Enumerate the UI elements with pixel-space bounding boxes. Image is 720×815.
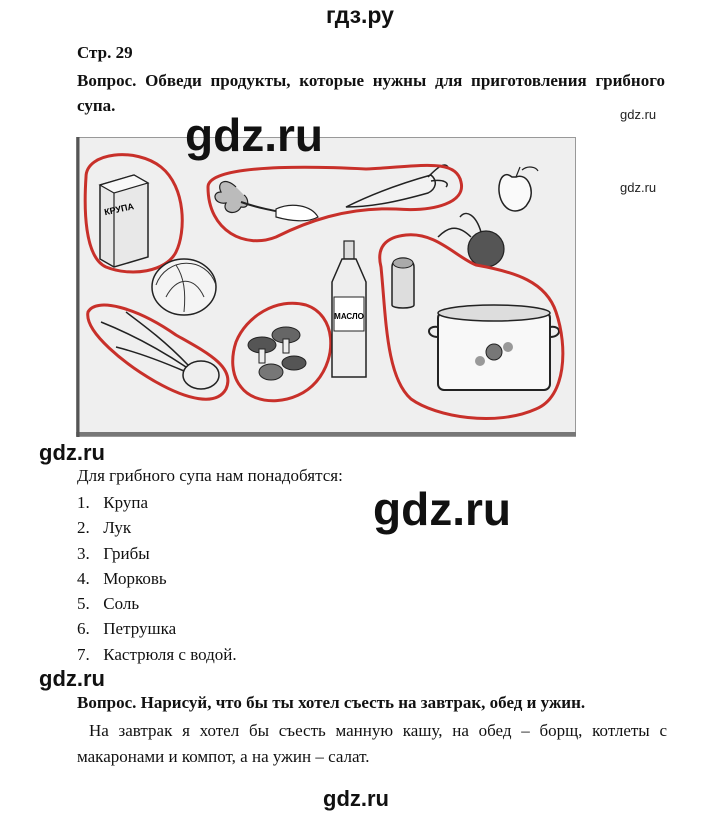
watermark-small: gdz.ru <box>620 180 657 195</box>
question-1 <box>77 68 665 118</box>
watermark-footer: gdz.ru <box>323 786 389 811</box>
list-item: 4. Морковь <box>77 568 167 588</box>
question-2: Вопрос. Нарисуй, что бы ты хотел съесть на завтрак, обед и ужин. <box>77 693 586 712</box>
ingredient-list <box>77 492 237 669</box>
box-label: КРУПА <box>103 201 135 218</box>
list-item: 3. Грибы <box>77 543 150 563</box>
answer-2: На завтрак я хотел бы съесть манную кашу, на обед – борщ, котлеты с макаронами и компот, а на ужин – салат. <box>77 721 667 766</box>
question-1-prefix: Вопрос. <box>77 71 137 90</box>
watermark-large: gdz.ru <box>185 109 323 161</box>
watermark-medium: gdz.ru <box>39 440 105 465</box>
groats-box-icon <box>100 175 148 267</box>
cabbage-icon <box>152 259 216 315</box>
list-item: 5. Соль <box>77 594 140 614</box>
bottle-label: МАСЛО <box>334 312 364 321</box>
watermark-small: gdz.ru <box>620 107 657 122</box>
watermark-large: gdz.ru <box>373 483 511 535</box>
watermark-medium: gdz.ru <box>39 666 105 691</box>
list-item: 6. Петрушка <box>77 619 177 639</box>
soup-ingredients-illustration <box>76 137 576 437</box>
question-1-text: Обведи продукты, которые нужны для приготовления грибного супа. <box>77 71 666 115</box>
answer-intro: Для грибного супа нам понадобятся: <box>77 466 343 485</box>
salt-shaker-icon <box>392 258 414 308</box>
list-item: 2. Лук <box>77 518 132 538</box>
list-item: 7. Кастрюля с водой. <box>77 644 237 664</box>
header-watermark: гдз.ру <box>326 2 394 28</box>
page-number: Стр. 29 <box>77 43 133 62</box>
list-item: 1. Крупа <box>77 493 149 512</box>
pot-icon <box>429 305 559 390</box>
